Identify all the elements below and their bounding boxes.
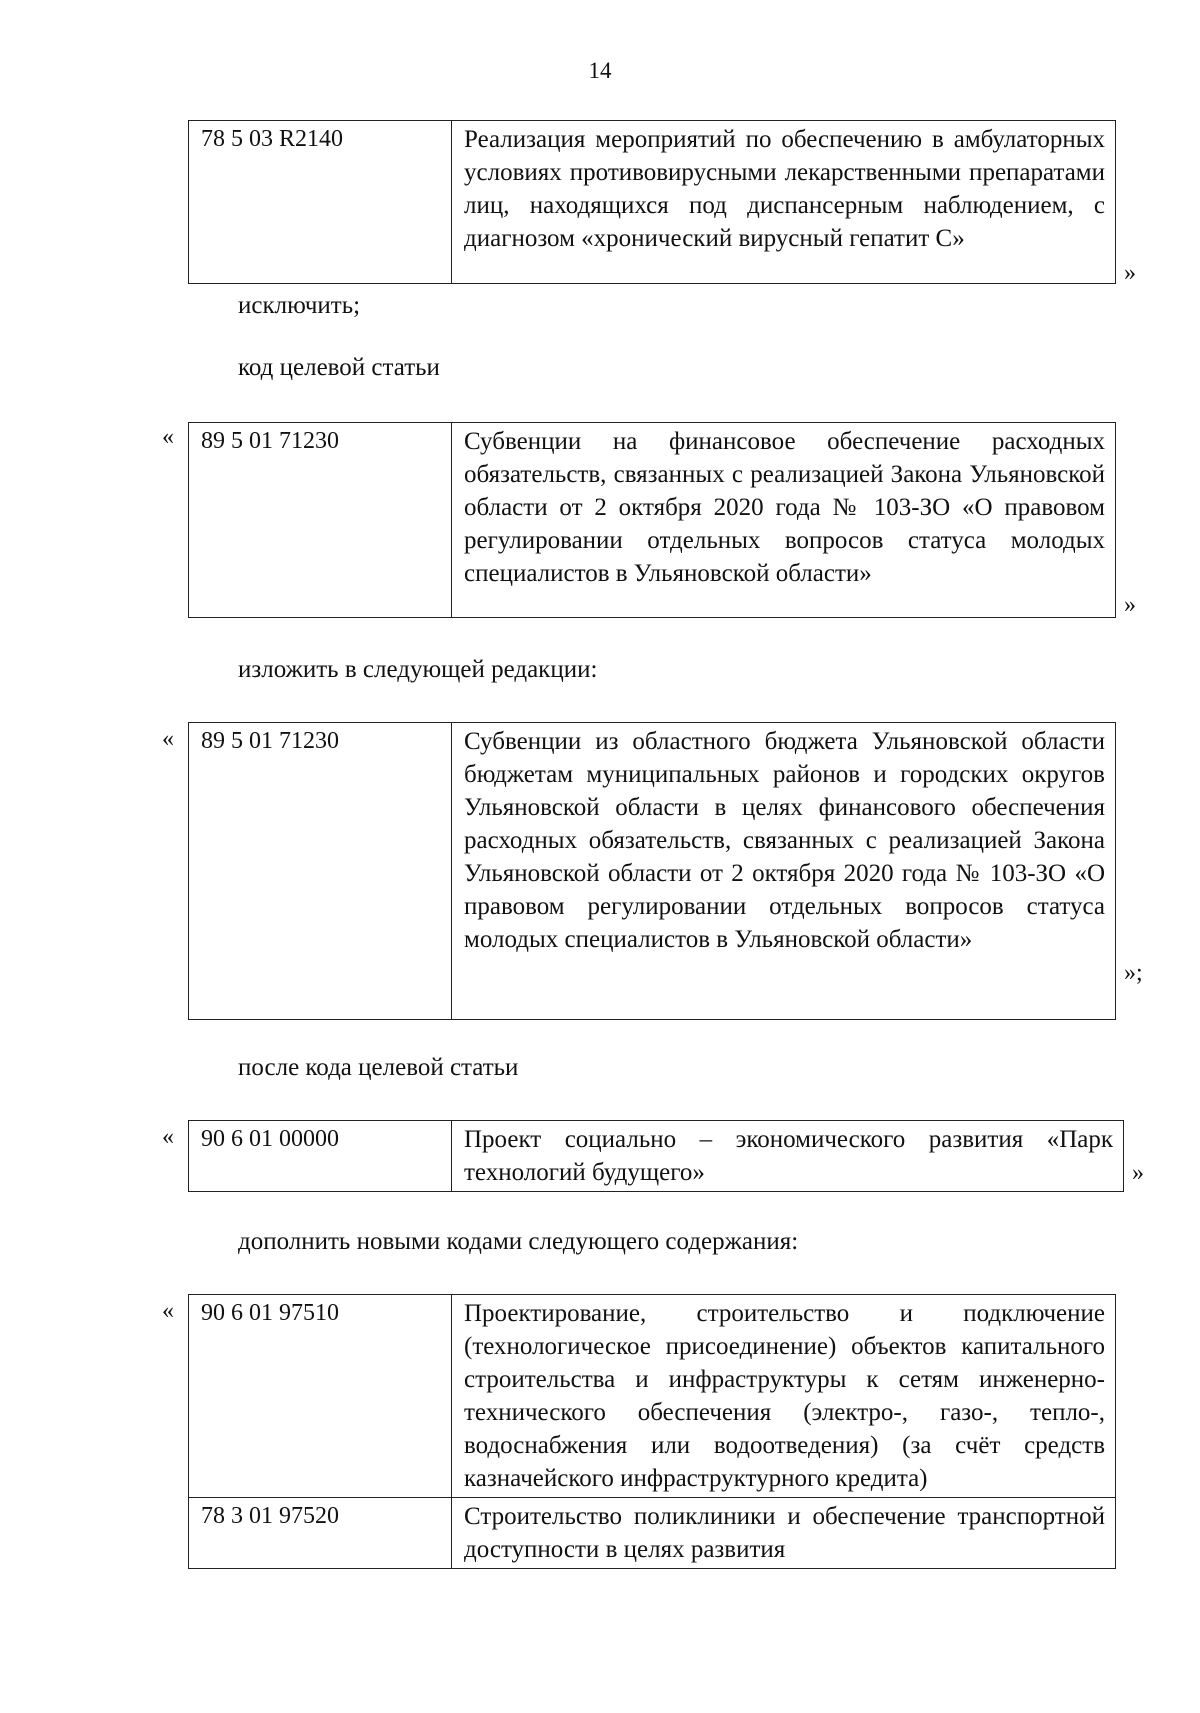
- code-table-5: [188, 1294, 1116, 1569]
- code-cell: 90 6 01 00000: [189, 1121, 452, 1192]
- instruction-after-code: после кода целевой статьи: [238, 1054, 519, 1081]
- code-table-2: [188, 422, 1116, 618]
- open-quote: «: [162, 1298, 174, 1324]
- close-quote: »: [1124, 260, 1136, 286]
- table-row: [189, 723, 1116, 1020]
- code-table-3: [188, 722, 1116, 1020]
- description-cell: Проектирование, строительство и подключение (технологическое присоединение) объектов капитального строительства и инфраструктуры к сетям инженерно-технического обеспечения (электро-, газо-, тепло-, водоснабжения или водоотведения) (за счёт средств казначейского инфраструктурного кредита): [452, 1295, 1116, 1498]
- open-quote: «: [162, 1124, 174, 1150]
- code-table-4: [188, 1120, 1124, 1192]
- table-row: [189, 121, 1116, 284]
- code-cell: 78 3 01 97520: [189, 1498, 452, 1569]
- description-cell: Субвенции на финансовое обеспечение расходных обязательств, связанных с реализацией Закона Ульяновской области от 2 октября 2020 года № 103-ЗО «О правовом регулировании отдельных вопросов статуса молодых специалистов в Ульяновской области»: [452, 423, 1116, 618]
- open-quote: «: [162, 424, 174, 450]
- close-quote: »: [1132, 1160, 1144, 1186]
- description-cell: Строительство поликлиники и обеспечение транспортной доступности в целях развития: [452, 1498, 1116, 1569]
- instruction-exclude: исключить;: [238, 292, 361, 319]
- instruction-new-edition: изложить в следующей редакции:: [238, 656, 598, 683]
- close-quote: »: [1124, 592, 1136, 618]
- description-cell: Проект социально – экономического развития «Парк технологий будущего»: [452, 1121, 1124, 1192]
- open-quote: «: [162, 726, 174, 752]
- table-row: [189, 1121, 1124, 1192]
- page-number: 14: [588, 58, 612, 83]
- instruction-code-label: код целевой статьи: [238, 354, 440, 381]
- table-row: [189, 1498, 1116, 1569]
- description-cell: Субвенции из областного бюджета Ульяновской области бюджетам муниципальных районов и городских округов Ульяновской области в целях финансового обеспечения расходных обязательств, связанных с реализацией Закона Ульяновской области от 2 октября 2020 года № 103-ЗО «О правовом регулировании отдельных вопросов статуса молодых специалистов в Ульяновской области»: [452, 723, 1116, 1020]
- code-cell: 89 5 01 71230: [189, 723, 452, 1020]
- table-row: [189, 423, 1116, 618]
- close-quote: »;: [1124, 960, 1143, 986]
- code-cell: 78 5 03 R2140: [189, 121, 452, 284]
- table-row: [189, 1295, 1116, 1498]
- code-cell: 89 5 01 71230: [189, 423, 452, 618]
- description-cell: Реализация мероприятий по обеспечению в амбулаторных условиях противовирусными лекарственными препаратами лиц, находящихся под диспансерным наблюдением, с диагнозом «хронический вирусный гепатит С»: [452, 121, 1116, 284]
- code-table-1: [188, 120, 1116, 284]
- instruction-add-codes: дополнить новыми кодами следующего содержания:: [238, 1228, 799, 1255]
- code-cell: 90 6 01 97510: [189, 1295, 452, 1498]
